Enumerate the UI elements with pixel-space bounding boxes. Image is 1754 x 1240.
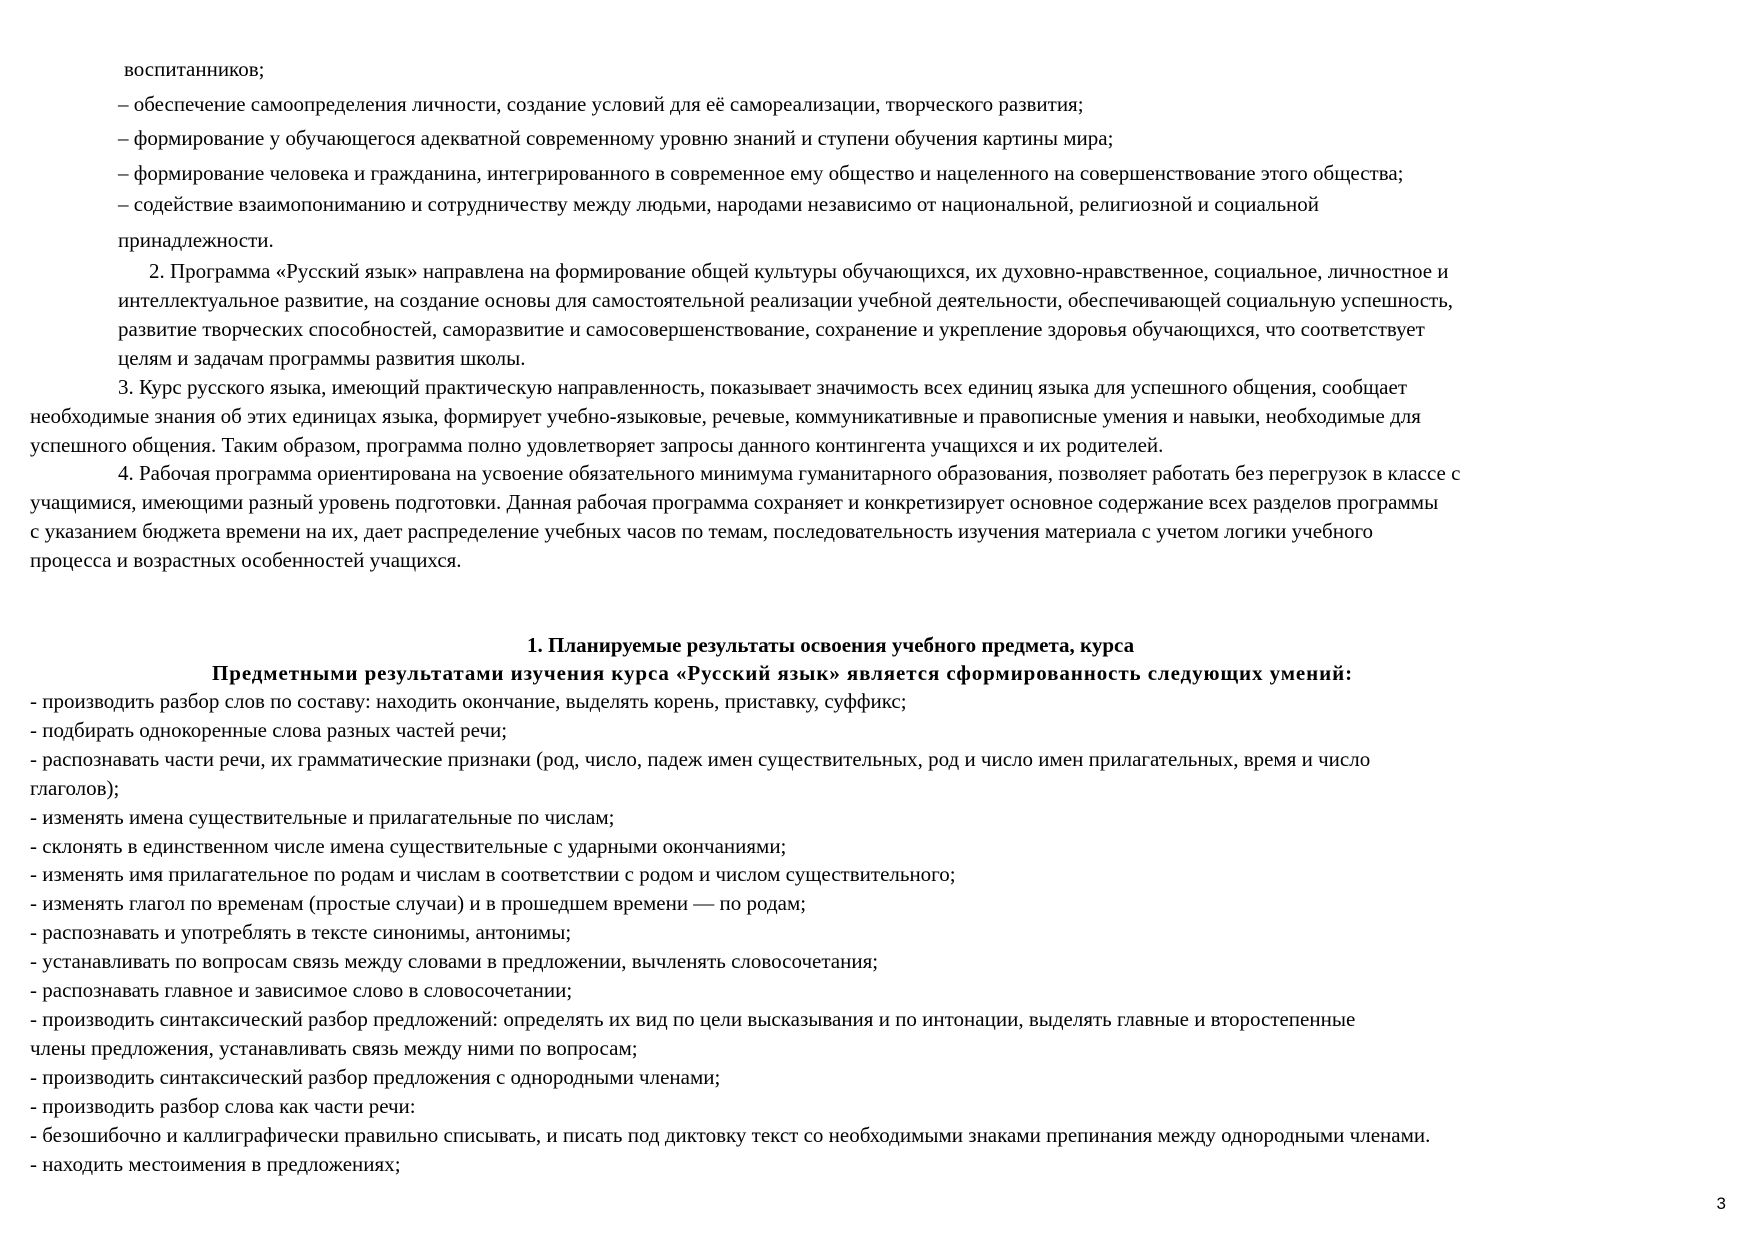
list-item: - подбирать однокоренные слова разных частей речи;	[30, 717, 508, 742]
list-item: - склонять в единственном числе имена существительные с ударными окончаниями;	[30, 833, 787, 858]
list-item: - безошибочно и каллиграфически правильно списывать, и писать под диктовку текст со необходимыми знаками препинания между однородными членами.	[30, 1122, 1431, 1147]
goals-line: принадлежности.	[118, 228, 274, 252]
paragraph-2	[118, 257, 1453, 373]
list-item: - производить синтаксический разбор предложений: определять их вид по цели высказывания и по интонации, выделять главные и второстепенные	[30, 1006, 1356, 1031]
list-item: члены предложения, устанавливать связь между ними по вопросам;	[30, 1035, 638, 1060]
subject-results-heading: Предметными результатами изучения курса «Русский язык» является сформированность следующих умений:	[212, 661, 1354, 685]
list-item: - распознавать главное и зависимое слово в словосочетании;	[30, 978, 573, 1003]
list-item: - устанавливать по вопросам связь между словами в предложении, вычленять словосочетания;	[30, 949, 879, 974]
list-item: глаголов);	[30, 775, 120, 800]
goals-list	[118, 52, 1404, 255]
list-item: - изменять имена существительные и прилагательные по числам;	[30, 804, 615, 829]
list-item: - изменять имя прилагательное по родам и числам в соответствии с родом и числом существительного;	[30, 862, 956, 887]
list-item: - распознавать части речи, их грамматические признаки (род, число, падеж имен существительных, род и число имен прилагательных, время и число	[30, 746, 1371, 771]
list-item: - распознавать и употреблять в тексте синонимы, антонимы;	[30, 920, 572, 945]
paragraph-line: интеллектуальное развитие, на создание основы для самостоятельной реализации учебной деятельности, обеспечивающей социальную успешность,	[118, 288, 1454, 312]
paragraph-line: целям и задачам программы развития школы.	[118, 346, 526, 370]
list-item: - производить синтаксический разбор предложения с однородными членами;	[30, 1064, 721, 1089]
list-item: - производить разбор слова как части речи:	[30, 1093, 416, 1118]
skills-list	[30, 687, 1430, 1178]
paragraph-3	[30, 373, 1421, 460]
list-item: - изменять глагол по временам (простые случаи) и в прошедшем времени — по родам;	[30, 891, 807, 916]
paragraph-line: необходимые знания об этих единицах языка, формирует учебно-языковые, речевые, коммуникативные и правописные умения и навыки, необходимые для	[30, 404, 1421, 428]
paragraph-line: 3. Курс русского языка, имеющий практическую направленность, показывает значимость всех единиц языка для успешного общения, сообщает	[118, 375, 1407, 399]
paragraph-line: учащимися, имеющими разный уровень подготовки. Данная рабочая программа сохраняет и конкретизирует основное содержание всех разделов программы	[30, 490, 1439, 514]
goals-line: – содействие взаимопониманию и сотрудничеству между людьми, народами независимо от национальной, религиозной и социальной	[118, 192, 1320, 216]
paragraph-line: 4. Рабочая программа ориентирована на усвоение обязательного минимума гуманитарного образования, позволяет работать без перегрузок в классе с	[118, 461, 1461, 485]
list-item: - находить местоимения в предложениях;	[30, 1151, 401, 1176]
page-number: 3	[1716, 1194, 1726, 1213]
goals-line: – обеспечение самоопределения личности, создание условий для её самореализации, творческого развития;	[118, 91, 1084, 116]
paragraph-line: успешного общения. Таким образом, программа полно удовлетворяет запросы данного контингента учащихся и их родителей.	[30, 433, 1164, 457]
paragraph-line: с указанием бюджета времени на их, дает распределение учебных часов по темам, последовательность изучения материала с учетом логики учебного	[30, 519, 1374, 543]
goals-line: – формирование у обучающегося адекватной современному уровню знаний и ступени обучения картины мира;	[118, 126, 1114, 150]
paragraph-line: процесса и возрастных особенностей учащихся.	[30, 548, 462, 572]
goals-line: воспитанников;	[124, 57, 265, 81]
paragraph-4	[30, 459, 1460, 575]
paragraph-line: развитие творческих способностей, саморазвитие и самосовершенствование, сохранение и укрепление здоровья обучающихся, что соответствует	[118, 317, 1425, 341]
goals-line: – формирование человека и гражданина, интегрированного в современное ему общество и нацеленного на совершенствование этого общества;	[118, 160, 1404, 185]
list-item: - производить разбор слов по составу: находить окончание, выделять корень, приставку, суффикс;	[30, 689, 907, 713]
paragraph-line: 2. Программа «Русский язык» направлена на формирование общей культуры обучающихся, их духовно-нравственное, социальное, личностное и	[149, 259, 1449, 283]
section-heading: 1. Планируемые результаты освоения учебного предмета, курса	[527, 633, 1135, 657]
